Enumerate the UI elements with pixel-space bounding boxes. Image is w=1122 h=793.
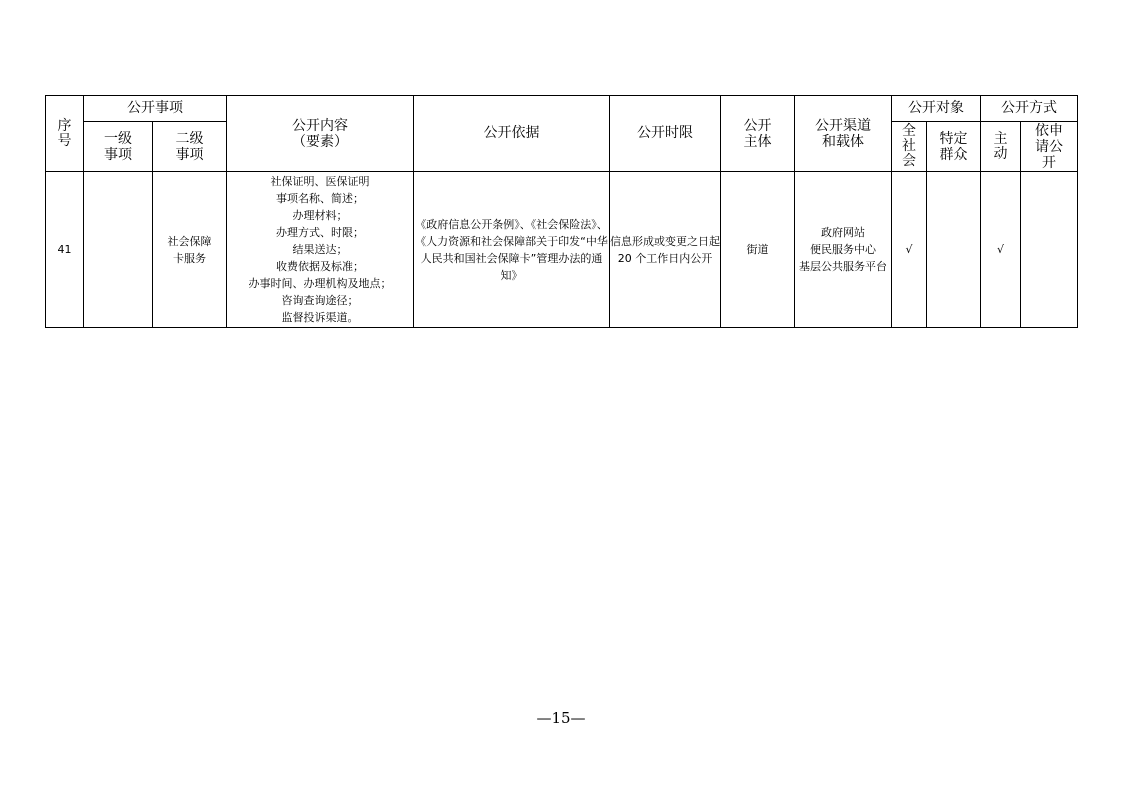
page-number: —15— — [536, 709, 586, 727]
cell-level1 — [84, 172, 153, 328]
cell-on-request — [1021, 172, 1078, 328]
header-specific-group: 特定群众 — [927, 122, 981, 172]
content-line: 咨询查询途径； — [281, 294, 359, 307]
header-items: 公开事项 — [84, 96, 227, 122]
header-target: 公开对象 — [892, 96, 981, 122]
cell-channel — [795, 172, 892, 328]
header-channel: 公开渠道和载体 — [795, 96, 892, 172]
content-line: 社保证明、医保证明 — [270, 175, 370, 188]
channel-line: 政府网站 — [821, 226, 865, 239]
cell-seq: 41 — [46, 172, 84, 328]
content-line: 办理方式、时限； — [276, 226, 364, 239]
cell-subject: 街道 — [721, 172, 795, 328]
cell-content — [227, 172, 414, 328]
disclosure-table — [45, 95, 1078, 328]
cell-level2: 社会保障卡服务 — [153, 172, 227, 328]
header-level2: 二级事项 — [153, 122, 227, 172]
cell-active-check: √ — [981, 172, 1021, 328]
cell-all-society-check: √ — [892, 172, 927, 328]
content-line: 办事时间、办理机构及地点； — [248, 277, 392, 290]
header-all-society: 全社会 — [892, 122, 927, 172]
content-line: 结果送达； — [292, 243, 348, 256]
header-seq: 序号 — [46, 96, 84, 172]
header-basis: 公开依据 — [414, 96, 610, 172]
header-content: 公开内容（要素） — [227, 96, 414, 172]
channel-line: 基层公共服务平台 — [799, 260, 887, 273]
content-line: 收费依据及标准； — [276, 260, 364, 273]
cell-time-limit: 信息形成或变更之日起 20 个工作日内公开 — [610, 172, 721, 328]
content-line: 事项名称、简述； — [276, 192, 364, 205]
content-line: 办理材料； — [292, 209, 348, 222]
header-time-limit: 公开时限 — [610, 96, 721, 172]
header-on-request: 依申请公开 — [1021, 122, 1078, 172]
content-line: 监督投诉渠道。 — [281, 311, 359, 324]
header-subject: 公开主体 — [721, 96, 795, 172]
cell-specific-group — [927, 172, 981, 328]
cell-basis: 《政府信息公开条例》、《社会保险法》、《人力资源和社会保障部关于印发“中华人民共和国社会保障卡”管理办法的通知》 — [414, 172, 610, 328]
header-method: 公开方式 — [981, 96, 1078, 122]
header-level1: 一级事项 — [84, 122, 153, 172]
channel-line: 便民服务中心 — [810, 243, 876, 256]
table-row — [46, 172, 1078, 328]
header-active: 主动 — [981, 122, 1021, 172]
